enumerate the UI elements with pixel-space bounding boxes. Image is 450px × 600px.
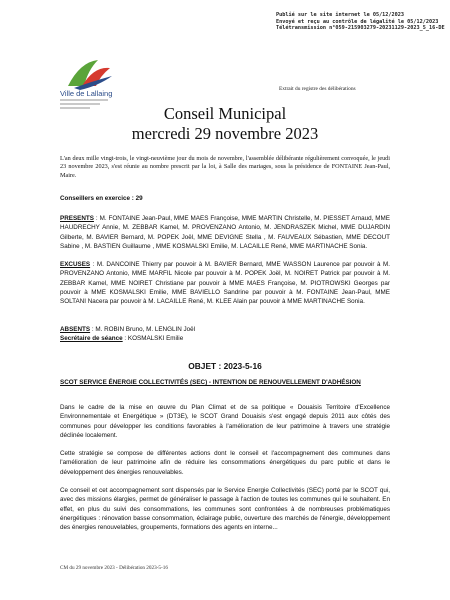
section-title: SCOT SERVICE ÉNERGIE COLLECTIVITÉS (SEC) - INTENTION DE RENOUVELLEMENT D'ADHÉSION [60, 379, 361, 386]
page-subtitle-date: mercredi 29 novembre 2023 [131, 124, 319, 143]
body-paragraph-2: Cette stratégie se compose de différentes actions dont le conseil et l'accompagnement des communes dans l'amélioration de leur patrimoine afin de réduire les consommations énergétiques du parc public et dans le développement des énergies renouvelables. [60, 450, 390, 476]
secretary-block [60, 334, 183, 343]
deliberation-object: OBJET : 2023-5-16 [188, 361, 262, 371]
absents-list: : M. ROBIN Bruno, M. LENGLIN Joël [90, 326, 196, 333]
stamp-transmission: Télétransmission n°059-215903279-20231129-2023_5_16-DE [276, 25, 445, 32]
page-footer: CM du 29 novembre 2023 - Délibération 2023-5-16 [60, 565, 168, 571]
excuses-label: EXCUSES [60, 261, 91, 268]
councillors-count: Conseillers en exercice : 29 [60, 195, 143, 202]
register-extract-label: Extrait du registre des délibérations [279, 86, 356, 92]
intro-paragraph: L'an deux mille vingt-trois, le vingt-neuvième jour du mois de novembre, l'assemblée délibérante régulièrement convoquée, le jeudi 23 novembre 2023, s'est réunie au nombre prescrit par la loi, à Salle des mariages, sous la présidence de FONTAINE Jean-Paul, Maire. [60, 155, 390, 179]
excuses-list: : M. DANCOINE Thierry par pouvoir à M. BAVIER Bernard, MME WASSON Laurence par pouvoir à M. PROVENZANO Antonio, MME MARFIL Nicole par pouvoir à M. POPEK Joël, M. NOIRET Patrick par pouvoir à M. ZEBBAR Kamel, MME NOIRET Christiane par pouvoir à MME MAES Françoise, M. PIOTROWSKI Georges par pouvoir à MME KOSMALSKI Emilie, MME BAVIELLO Sandrine par pouvoir à M. FONTAINE Jean-Paul, MME SOLTANI Nacera par pouvoir à M. LACAILLE René, M. KLEE Alain par pouvoir à MME MARTINACHE Sonia. [60, 261, 390, 306]
excuses-block [60, 260, 390, 306]
transmission-stamp [276, 12, 446, 32]
presents-block [60, 214, 390, 251]
body-paragraph-3: Ce conseil et cet accompagnement sont dispensés par le Service Energie Collectivités (SEC) porté par le SCOT qui, avec des missions élargies, permet de généraliser le passage à l'action de toutes les communes qui le souhaitent. En effet, en plus du suivi des consommations, les communes sont confrontées à de nombreuses problématiques énergétiques : rénovation basse consommation, éclairage public, ouverture des marchés de l'énergie, développement des énergies renouvelables, groupements, formations des agents en interne... [60, 487, 390, 532]
presents-label: PRESENTS [60, 215, 94, 222]
stamp-received: Envoyé et reçu au contrôle de légalité le 05/12/2023 [276, 18, 439, 25]
page-title: Conseil Municipal [163, 104, 287, 123]
stamp-published: Publié sur le site internet le 05/12/2023 [276, 12, 405, 18]
secretary-label: Secrétaire de séance [60, 335, 123, 342]
absents-block [60, 325, 195, 334]
secretary-name: : KOSMALSKI Emilie [122, 335, 184, 342]
body-paragraph-1: Dans le cadre de la mise en œuvre du Plan Climat et de sa politique « Douaisis Territoire d'Excellence Environnementale et Energétique » (DT3E), le SCOT Grand Douaisis s'est engagé depuis 2011 aux côtés des communes pour développer les conditions favorables à l'amélioration de leur patrimoine à travers une stratégie déclinée localement. [60, 404, 390, 439]
presents-list: : M. FONTAINE Jean-Paul, MME MAES Françoise, MME MARTIN Christelle, M. PIESSET Arnaud, MME HAUDRECHY Annie, M. ZEBBAR Kamel, M. PROVENZANO Antonio, M. JENDRASZEK Michel, MME DUJARDIN Gilberte, M. BAVIER Bernard, M. POPEK Joël, MME DEVIGNE Stella , M. FAUVEAUX Sébastien, MME DECOUT Sabine , M. BASTIEN Guillaume , MME KOSMALSKI Emilie, M. LACAILLE René, MME MARTINACHE Sonia. [60, 215, 390, 250]
absents-label: ABSENTS [60, 326, 91, 333]
town-logo-name: Ville de Lallaing [60, 89, 113, 98]
